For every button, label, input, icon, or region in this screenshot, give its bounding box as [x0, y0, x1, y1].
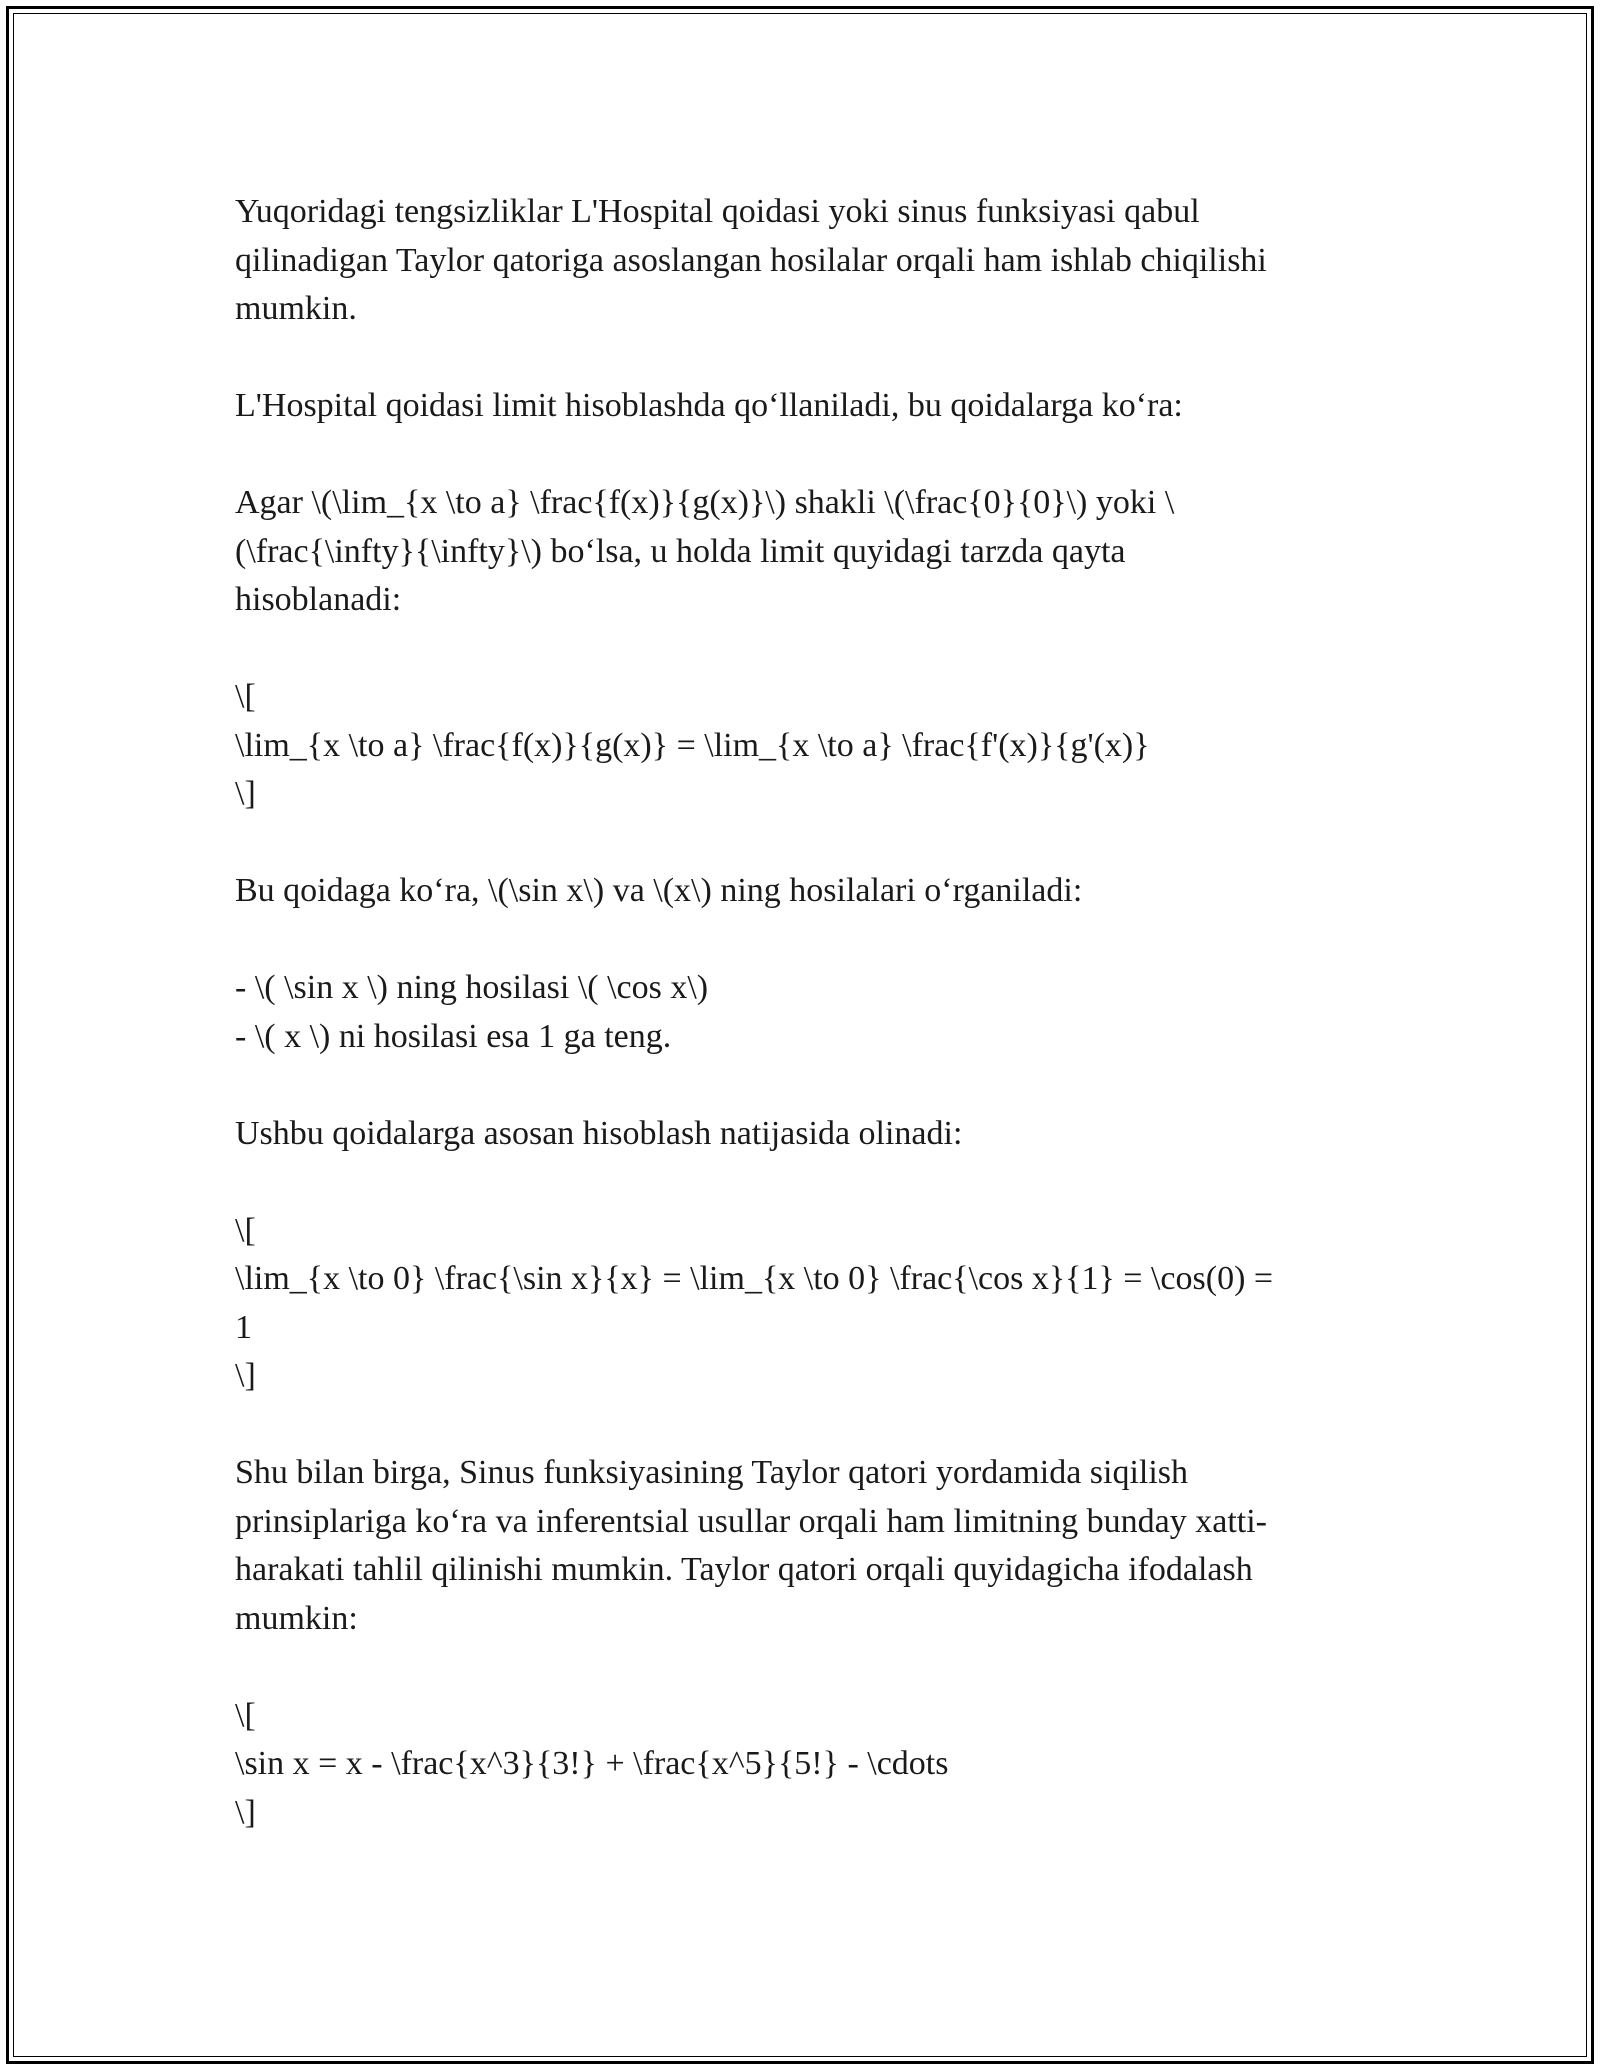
paragraph-gap: [235, 916, 1365, 965]
paragraph-gap: [235, 334, 1365, 383]
paragraph-lhospital: [235, 382, 1365, 431]
text-line: Yuqoridagi tengsizliklar L'Hospital qoidasi yoki sinus funksiyasi qabul: [235, 193, 1200, 230]
paragraph-gap: [235, 1061, 1365, 1110]
text-line: mumkin:: [235, 1599, 358, 1637]
list-item: - \( \sin x \) ning hosilasi \( \cos x\): [235, 969, 709, 1006]
text-line: Bu qoidaga ko‘ra, \(\sin x\) va \(x\) ning hosilalari o‘rganiladi:: [235, 872, 1083, 909]
paragraph-gap: [235, 625, 1365, 674]
formula-line: \]: [235, 1793, 256, 1831]
formula-line: \]: [235, 1357, 256, 1394]
formula-line: \[: [235, 1696, 256, 1734]
paragraph-gap: [235, 431, 1365, 480]
paragraph-taylor: [235, 1449, 1365, 1643]
formula-taylor-series: [235, 1692, 1365, 1838]
formula-limit-result: [235, 1207, 1365, 1401]
text-line: harakati tahlil qilinishi mumkin. Taylor qatori orqali quyidagicha ifodalash: [235, 1551, 1253, 1588]
formula-line: \sin x = x - \frac{x^3}{3!} + \frac{x^5}{5!} - \cdots: [235, 1745, 949, 1782]
paragraph-intro: [235, 188, 1365, 334]
text-line: hisoblanadi:: [235, 581, 402, 618]
paragraph-gap: [235, 1401, 1365, 1450]
paragraph-gap: [235, 1643, 1365, 1692]
formula-line: \]: [235, 775, 256, 812]
formula-lhospital: [235, 673, 1365, 819]
text-line: Shu bilan birga, Sinus funksiyasining Taylor qatori yordamida siqilish: [235, 1454, 1189, 1491]
paragraph-derivatives: [235, 867, 1365, 916]
formula-line: \[: [235, 678, 256, 715]
text-line: (\frac{\infty}{\infty}\) bo‘lsa, u holda limit quyidagi tarzda qayta: [235, 532, 1126, 570]
formula-line: \lim_{x \to a} \frac{f(x)}{g(x)} = \lim_{x \to a} \frac{f'(x)}{g'(x)}: [235, 726, 1150, 764]
paragraph-gap: [235, 1158, 1365, 1207]
paragraph-result: [235, 1110, 1365, 1159]
document-body: [235, 188, 1365, 1837]
formula-line: \[: [235, 1211, 256, 1249]
paragraph-gap: [235, 819, 1365, 868]
formula-line: \lim_{x \to 0} \frac{\sin x}{x} = \lim_{x \to 0} \frac{\cos x}{1} = \cos(0) =: [235, 1260, 1274, 1297]
text-line: L'Hospital qoidasi limit hisoblashda qo‘llaniladi, bu qoidalarga ko‘ra:: [235, 387, 1183, 424]
text-line: prinsiplariga ko‘ra va inferentsial usullar orqali ham limitning bunday xatti-: [235, 1502, 1268, 1540]
text-line: Ushbu qoidalarga asosan hisoblash natijasida olinadi:: [235, 1114, 963, 1152]
list-item: - \( x \) ni hosilasi esa 1 ga teng.: [235, 1017, 672, 1055]
text-line: qilinadigan Taylor qatoriga asoslangan hosilalar orqali ham ishlab chiqilishi: [235, 241, 1267, 279]
text-line: mumkin.: [235, 290, 357, 327]
paragraph-condition: [235, 479, 1365, 625]
formula-line: 1: [235, 1308, 252, 1346]
list-derivatives: [235, 964, 1365, 1061]
text-line: Agar \(\lim_{x \to a} \frac{f(x)}{g(x)}\) shakli \(\frac{0}{0}\) yoki \: [235, 484, 1175, 521]
